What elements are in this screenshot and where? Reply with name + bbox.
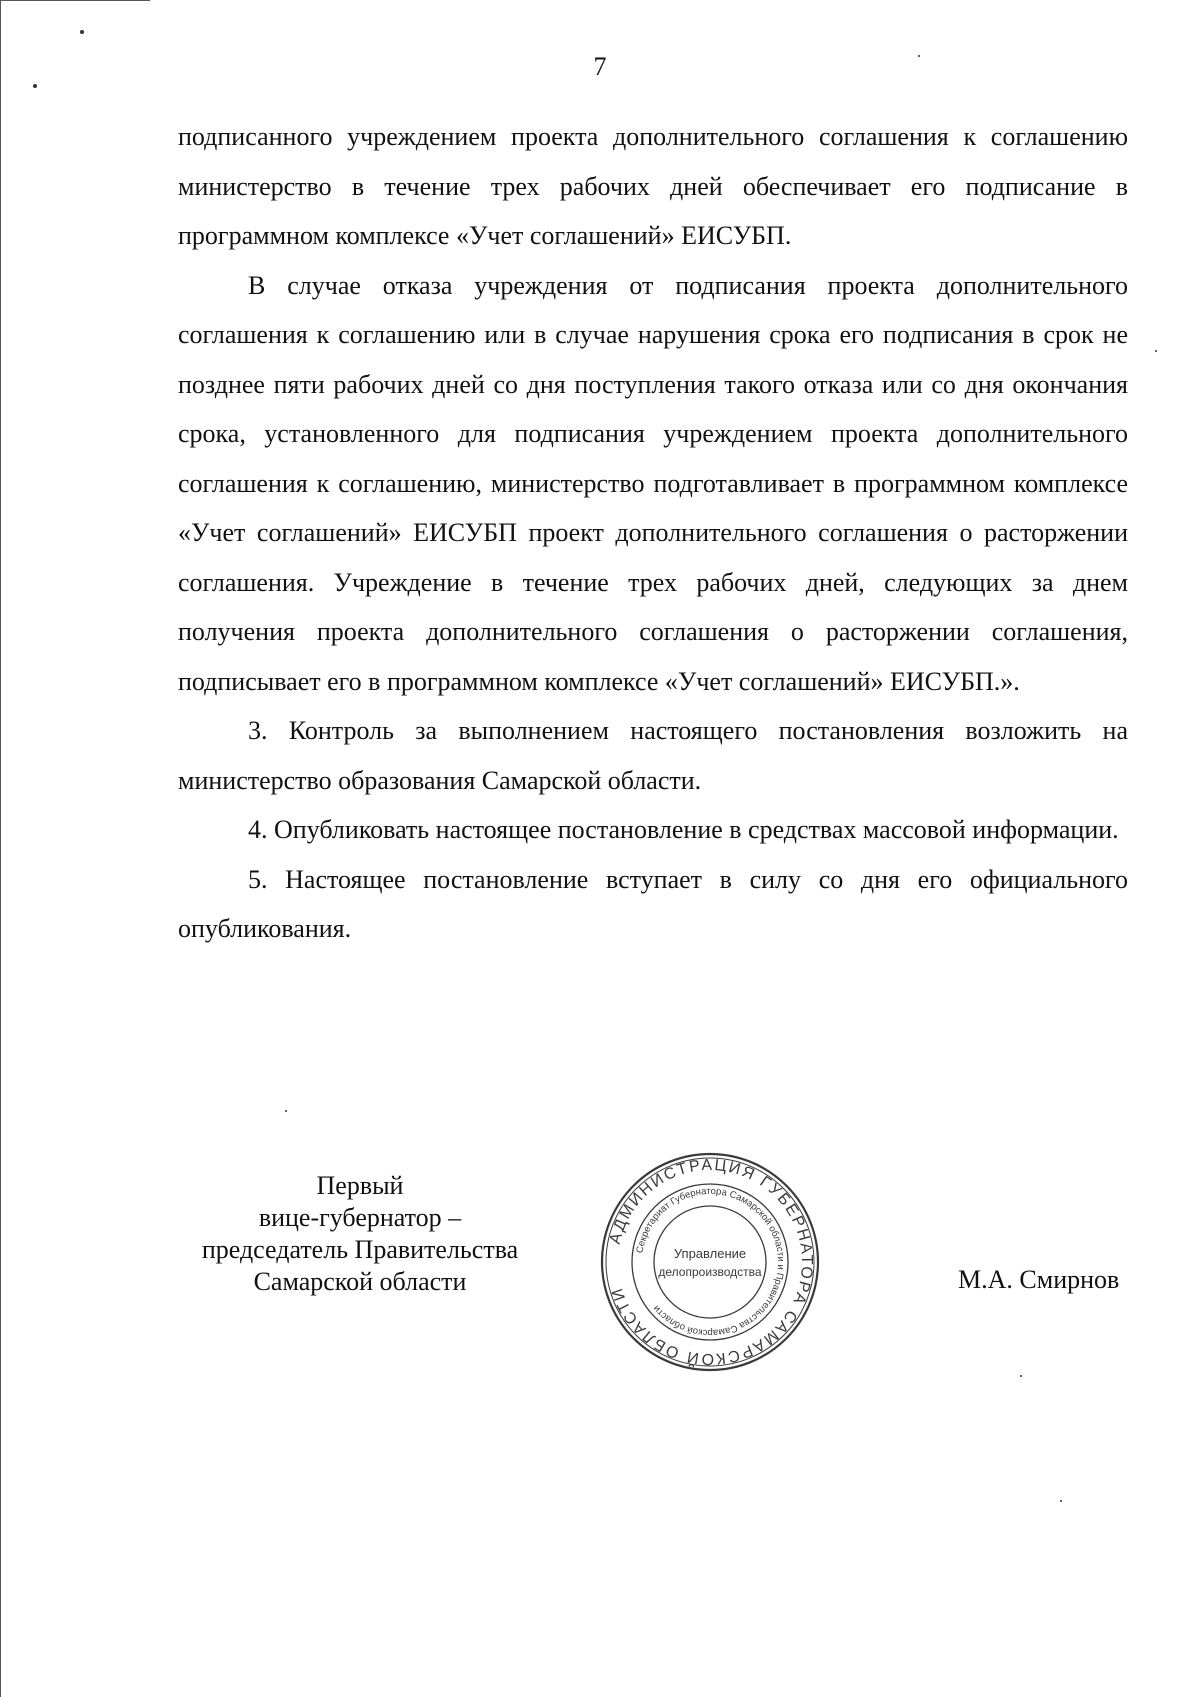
paragraph-refusal-case: В случае отказа учреждения от подписания проекта дополнительного соглашения к соглашению или в случае нарушения срока его подписания в срок не позднее пяти рабочих дней со дня поступления такого отказа или со дня окончания срока, установленного для подписания учреждением проекта дополнительного соглашения к соглашению, министерство подготавливает в программном комплексе «Учет соглашений» ЕИСУБП проект дополнительного соглашения о расторжении соглашения. Учреждение в течение трех рабочих дней, следующих за днем получения проекта дополнительного соглашения о расторжении соглашения, подписывает его в программном комплексе «Учет соглашений» ЕИСУБП.». [178, 270, 1128, 696]
page-number: 7 [593, 52, 607, 81]
signatory-position [175, 1170, 545, 1298]
official-seal-stamp [598, 1150, 822, 1374]
scan-speck [918, 55, 920, 57]
scan-speck [33, 84, 37, 88]
scan-left-edge [0, 0, 1, 1697]
stamp-inner-ring-text: Секретариат Губернатора Самарской области и Правительства Самарской области [634, 1185, 787, 1339]
position-line: Первый [316, 1171, 404, 1200]
scan-speck [80, 30, 84, 34]
stamp-center-line-1: Управление [673, 1246, 747, 1261]
paragraph-item-5: 5. Настоящее постановление вступает в силу со дня его официального опубликования. [178, 864, 1128, 943]
document-body [178, 112, 1128, 954]
svg-text:Секретариат Губернатора Самарс [635, 1186, 786, 1338]
stamp-outer-text: АДМИНИСТРАЦИЯ ГУБЕРНАТОРА САМАРСКОЙ ОБЛАСТИ [606, 1156, 816, 1368]
scan-speck [285, 1110, 287, 1112]
position-line: Самарской области [253, 1267, 467, 1296]
paragraph-item-3: 3. Контроль за выполнением настоящего постановления возложить на министерство образования Самарской области. [178, 716, 1128, 795]
stamp-center-line-2: делопроизводства [658, 1265, 762, 1279]
scan-speck [1155, 350, 1157, 352]
scan-top-edge [0, 0, 150, 1]
scan-speck [1060, 1500, 1062, 1502]
signatory-name: М.А. Смирнов [958, 1265, 1120, 1294]
scan-speck [1020, 1375, 1022, 1377]
position-line: вице-губернатор – [258, 1203, 462, 1232]
paragraph-continuation: подписанного учреждением проекта дополнительного соглашения к соглашению министерство в течение трех рабочих дней обеспечивает его подписание в программном комплексе «Учет соглашений» ЕИСУБП. [178, 122, 1128, 250]
position-line: председатель Правительства [201, 1235, 519, 1264]
paragraph-item-4: 4. Опубликовать настоящее постановление в средствах массовой информации. [248, 815, 1119, 844]
